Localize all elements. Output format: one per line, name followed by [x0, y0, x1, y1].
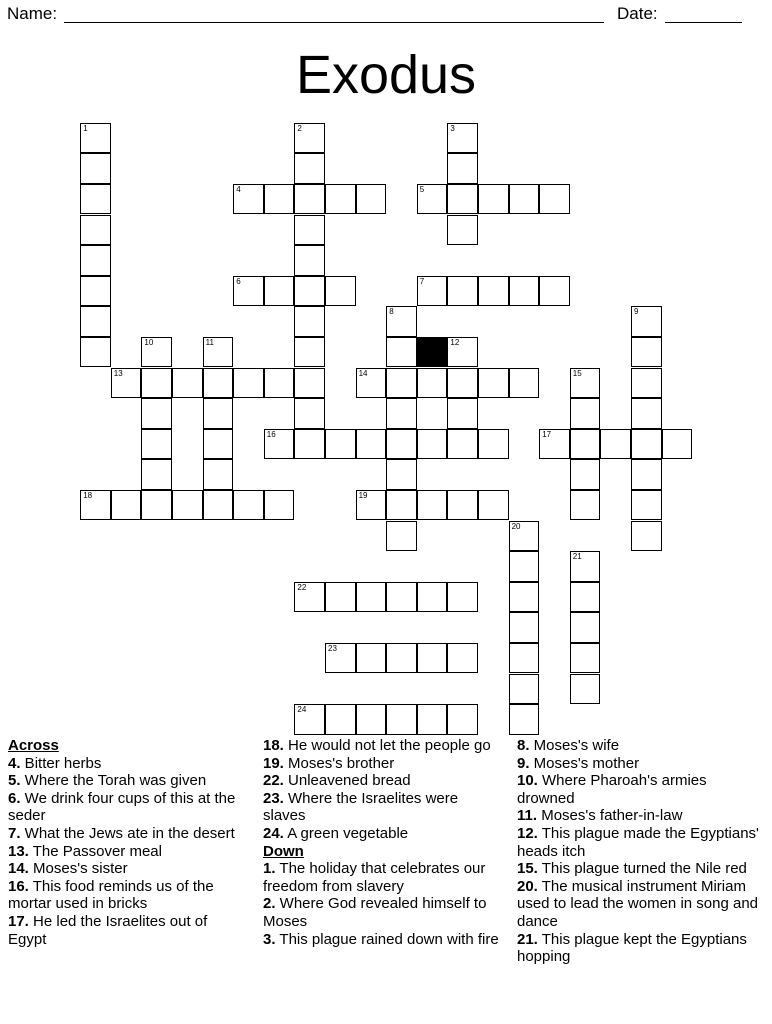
grid-cell[interactable] — [203, 459, 234, 490]
grid-cell[interactable] — [417, 184, 448, 215]
cell-number: 18 — [83, 490, 93, 500]
grid-cell[interactable] — [141, 490, 172, 521]
clue-number: 6. — [8, 789, 21, 807]
grid-cell[interactable] — [386, 306, 417, 337]
grid-cell[interactable] — [509, 521, 540, 552]
clue-text: Moses's mother — [529, 754, 640, 772]
clue-item — [8, 843, 248, 861]
clue-number: 13. — [8, 842, 29, 860]
grid-cell[interactable] — [509, 612, 540, 643]
grid-cell[interactable] — [447, 582, 478, 613]
clue-item — [263, 737, 503, 755]
grid-cell[interactable] — [172, 368, 203, 399]
grid-cell[interactable] — [539, 276, 570, 307]
cell-number: 9 — [634, 307, 639, 317]
clue-number: 3. — [263, 930, 276, 948]
grid-cell[interactable] — [294, 398, 325, 429]
clue-text: This plague kept the Egyptians hopping — [517, 930, 747, 966]
grid-cell[interactable] — [509, 704, 540, 735]
grid-cell[interactable] — [386, 337, 417, 368]
grid-cell[interactable] — [80, 245, 111, 276]
grid-cell[interactable] — [417, 490, 448, 521]
grid-cell[interactable] — [478, 368, 509, 399]
cell-number: 7 — [419, 276, 425, 286]
clue-text: This plague turned the Nile red — [537, 860, 747, 878]
cell-number: 20 — [511, 521, 521, 531]
clue-text: A green vegetable — [283, 824, 409, 842]
grid-cell[interactable] — [356, 429, 387, 460]
clue-number: 8. — [517, 737, 530, 754]
clue-number: 5. — [8, 772, 21, 790]
cell-number: 6 — [236, 276, 241, 286]
clue-text: Moses's brother — [283, 754, 395, 772]
clue-number: 24. — [263, 824, 284, 842]
grid-cell[interactable] — [141, 459, 172, 490]
cell-number: 15 — [572, 368, 582, 378]
name-label: Name: — [7, 4, 58, 23]
grid-cell[interactable] — [539, 429, 570, 460]
grid-cell[interactable] — [294, 276, 325, 307]
grid-cell[interactable] — [294, 184, 325, 215]
clue-number: 22. — [263, 772, 284, 790]
clue-item — [8, 860, 248, 878]
cell-number: 4 — [236, 184, 241, 194]
clue-number: 14. — [8, 860, 29, 878]
grid-cell[interactable] — [141, 337, 172, 368]
grid-cell[interactable] — [509, 582, 540, 613]
grid-cell[interactable] — [417, 704, 448, 735]
grid-cell[interactable] — [80, 276, 111, 307]
grid-cell[interactable] — [386, 429, 417, 460]
grid-cell[interactable] — [294, 306, 325, 337]
clue-number: 4. — [8, 754, 21, 772]
grid-cell[interactable] — [80, 123, 111, 154]
grid-cell[interactable] — [325, 643, 356, 674]
grid-cell[interactable] — [417, 276, 448, 307]
grid-cell[interactable] — [203, 398, 234, 429]
grid-cell[interactable] — [417, 429, 448, 460]
grid-cell[interactable] — [264, 184, 295, 215]
cell-number: 10 — [144, 337, 154, 347]
grid-cell[interactable] — [478, 429, 509, 460]
clue-text: This food reminds us of the mortar used in bricks — [8, 877, 214, 913]
grid-cell[interactable] — [203, 337, 234, 368]
clue-text: Where God revealed himself to Moses — [263, 895, 487, 930]
grid-cell[interactable] — [294, 368, 325, 399]
grid-cell[interactable] — [447, 490, 478, 521]
grid-cell[interactable] — [386, 582, 417, 613]
grid-cell[interactable] — [356, 704, 387, 735]
page-title: Exodus — [295, 45, 477, 105]
clue-text: Moses's wife — [529, 737, 620, 754]
clue-item — [263, 931, 503, 949]
grid-cell[interactable] — [203, 490, 234, 521]
clue-item — [517, 737, 762, 755]
clue-number: 23. — [263, 789, 284, 807]
grid-cell[interactable] — [294, 153, 325, 184]
grid-cell[interactable] — [447, 276, 478, 307]
black-cell — [417, 337, 448, 368]
grid-cell[interactable] — [570, 643, 601, 674]
clue-column-1 — [8, 737, 248, 948]
grid-cell[interactable] — [600, 429, 631, 460]
grid-cell[interactable] — [141, 429, 172, 460]
grid-cell[interactable] — [325, 582, 356, 613]
grid-cell[interactable] — [662, 429, 693, 460]
clue-text: Bitter herbs — [20, 754, 102, 772]
grid-cell[interactable] — [447, 398, 478, 429]
grid-cell[interactable] — [570, 551, 601, 582]
clue-text: This plague made the Egyptians' heads itch — [517, 824, 759, 860]
grid-cell[interactable] — [570, 490, 601, 521]
grid-cell[interactable] — [111, 368, 142, 399]
grid-cell[interactable] — [447, 643, 478, 674]
grid-cell[interactable] — [570, 398, 601, 429]
clue-text: The musical instrument Miriam used to lead the women in song and dance — [517, 877, 759, 930]
grid-cell[interactable] — [386, 521, 417, 552]
across-heading: Across — [8, 737, 59, 754]
clue-number: 1. — [263, 860, 276, 878]
grid-cell[interactable] — [386, 398, 417, 429]
cell-number: 14 — [358, 368, 368, 378]
grid-cell[interactable] — [325, 429, 356, 460]
grid-cell[interactable] — [356, 582, 387, 613]
clue-item — [8, 772, 248, 790]
clue-text: Moses's sister — [28, 860, 128, 878]
grid-cell[interactable] — [264, 429, 295, 460]
cell-number: 16 — [266, 429, 276, 439]
grid-cell[interactable] — [478, 184, 509, 215]
clue-number: 18. — [263, 737, 284, 754]
clue-text: Moses's father-in-law — [537, 807, 683, 825]
clue-text: We drink four cups of this at the seder — [8, 789, 236, 825]
grid-cell[interactable] — [203, 429, 234, 460]
clue-item — [8, 878, 248, 913]
cell-number: 21 — [572, 552, 582, 562]
clue-number: 7. — [8, 824, 21, 842]
grid-cell[interactable] — [356, 184, 387, 215]
clue-item — [517, 755, 762, 773]
grid-cell[interactable] — [509, 184, 540, 215]
grid-cell[interactable] — [80, 337, 111, 368]
grid-cell[interactable] — [233, 184, 264, 215]
grid-cell[interactable] — [570, 674, 601, 705]
grid-cell[interactable] — [294, 245, 325, 276]
cell-number: 17 — [542, 429, 552, 439]
grid-cell[interactable] — [509, 276, 540, 307]
grid-cell[interactable] — [447, 429, 478, 460]
clue-text: What the Jews ate in the desert — [20, 824, 235, 842]
grid-cell[interactable] — [233, 490, 264, 521]
grid-cell[interactable] — [631, 521, 662, 552]
date-label: Date: — [617, 4, 658, 23]
clue-number: 21. — [517, 930, 538, 948]
grid-cell[interactable] — [509, 643, 540, 674]
grid-cell[interactable] — [509, 368, 540, 399]
grid-cell[interactable] — [203, 368, 234, 399]
grid-cell[interactable] — [325, 184, 356, 215]
down-heading: Down — [263, 842, 304, 860]
clue-number: 10. — [517, 772, 538, 790]
grid-cell[interactable] — [294, 215, 325, 246]
clue-number: 11. — [517, 807, 538, 825]
grid-cell[interactable] — [233, 368, 264, 399]
clue-item — [517, 825, 762, 860]
grid-cell[interactable] — [386, 490, 417, 521]
grid-cell[interactable] — [386, 704, 417, 735]
grid-cell[interactable] — [447, 123, 478, 154]
clue-item — [8, 913, 248, 948]
grid-cell[interactable] — [631, 306, 662, 337]
grid-cell[interactable] — [80, 215, 111, 246]
cell-number: 5 — [419, 184, 425, 194]
clue-item — [263, 895, 503, 930]
clue-item — [517, 860, 762, 878]
clue-item — [263, 755, 503, 773]
grid-cell[interactable] — [447, 368, 478, 399]
cell-number: 1 — [83, 123, 88, 133]
clue-number: 16. — [8, 877, 29, 895]
clue-text: He led the Israelites out of Egypt — [8, 912, 208, 948]
grid-cell[interactable] — [631, 368, 662, 399]
grid-cell[interactable] — [141, 368, 172, 399]
cell-number: 13 — [113, 368, 123, 378]
grid-cell[interactable] — [509, 551, 540, 582]
grid-cell[interactable] — [386, 643, 417, 674]
grid-cell[interactable] — [417, 582, 448, 613]
grid-cell[interactable] — [417, 643, 448, 674]
grid-cell[interactable] — [570, 612, 601, 643]
grid-cell[interactable] — [172, 490, 203, 521]
clue-item — [517, 807, 762, 825]
cell-number: 3 — [450, 123, 455, 133]
grid-cell[interactable] — [570, 368, 601, 399]
clue-number: 17. — [8, 912, 29, 930]
grid-cell[interactable] — [386, 459, 417, 490]
grid-cell[interactable] — [80, 490, 111, 521]
cell-number: 22 — [297, 582, 307, 592]
clue-item — [263, 772, 503, 790]
cell-number: 2 — [297, 123, 302, 133]
grid-cell[interactable] — [356, 643, 387, 674]
clue-item — [517, 931, 762, 966]
grid-cell[interactable] — [264, 276, 295, 307]
clue-item — [263, 790, 503, 825]
cell-number: 19 — [358, 490, 368, 500]
grid-cell[interactable] — [294, 582, 325, 613]
grid-cell[interactable] — [417, 368, 448, 399]
grid-cell[interactable] — [478, 276, 509, 307]
grid-cell[interactable] — [80, 153, 111, 184]
clue-item — [517, 772, 762, 807]
grid-cell[interactable] — [447, 153, 478, 184]
grid-cell[interactable] — [570, 582, 601, 613]
clue-number: 9. — [517, 754, 530, 772]
grid-cell[interactable] — [233, 276, 264, 307]
grid-cell[interactable] — [570, 459, 601, 490]
grid-cell[interactable] — [264, 490, 295, 521]
grid-cell[interactable] — [141, 398, 172, 429]
grid-cell[interactable] — [356, 490, 387, 521]
grid-cell[interactable] — [631, 398, 662, 429]
grid-cell[interactable] — [447, 337, 478, 368]
grid-cell[interactable] — [447, 184, 478, 215]
grid-cell[interactable] — [631, 337, 662, 368]
clue-text: He would not let the people go — [283, 737, 491, 754]
clue-text: Unleavened bread — [283, 772, 411, 790]
clue-item — [263, 825, 503, 843]
clue-item — [8, 755, 248, 773]
grid-cell[interactable] — [570, 429, 601, 460]
grid-cell[interactable] — [356, 368, 387, 399]
grid-cell[interactable] — [294, 123, 325, 154]
grid-cell[interactable] — [325, 276, 356, 307]
grid-cell[interactable] — [631, 429, 662, 460]
clue-item — [517, 878, 762, 931]
clue-text: The holiday that celebrates our freedom from slavery — [263, 860, 486, 895]
cell-number: 12 — [450, 337, 460, 347]
clue-item — [8, 825, 248, 843]
cell-number: 23 — [328, 643, 337, 653]
grid-cell[interactable] — [264, 368, 295, 399]
cell-number: 11 — [205, 337, 214, 347]
grid-cell[interactable] — [509, 674, 540, 705]
grid-cell[interactable] — [631, 490, 662, 521]
grid-cell[interactable] — [447, 215, 478, 246]
grid-cell[interactable] — [111, 490, 142, 521]
clue-number: 20. — [517, 877, 538, 895]
grid-cell[interactable] — [386, 368, 417, 399]
clue-number: 2. — [263, 895, 276, 913]
grid-cell[interactable] — [80, 306, 111, 337]
grid-cell[interactable] — [631, 459, 662, 490]
clue-column-3 — [517, 737, 762, 966]
grid-cell[interactable] — [478, 490, 509, 521]
grid-cell[interactable] — [80, 184, 111, 215]
clue-item — [8, 790, 248, 825]
grid-cell[interactable] — [539, 184, 570, 215]
grid-cell[interactable] — [294, 429, 325, 460]
clue-text: This plague rained down with fire — [275, 930, 499, 948]
grid-cell[interactable] — [447, 704, 478, 735]
grid-cell[interactable] — [294, 337, 325, 368]
cell-number: 8 — [389, 307, 394, 317]
clue-text: Where the Israelites were slaves — [263, 789, 459, 825]
grid-cell[interactable] — [325, 704, 356, 735]
clue-text: The Passover meal — [28, 842, 162, 860]
clue-text: Where Pharoah's armies drowned — [517, 772, 707, 807]
clue-number: 15. — [517, 860, 538, 878]
clue-column-2 — [263, 737, 503, 948]
clue-text: Where the Torah was given — [20, 772, 207, 790]
clue-number: 12. — [517, 824, 538, 842]
clue-item — [263, 860, 503, 895]
cell-number: 24 — [297, 705, 307, 715]
grid-cell[interactable] — [294, 704, 325, 735]
clue-number: 19. — [263, 754, 284, 772]
